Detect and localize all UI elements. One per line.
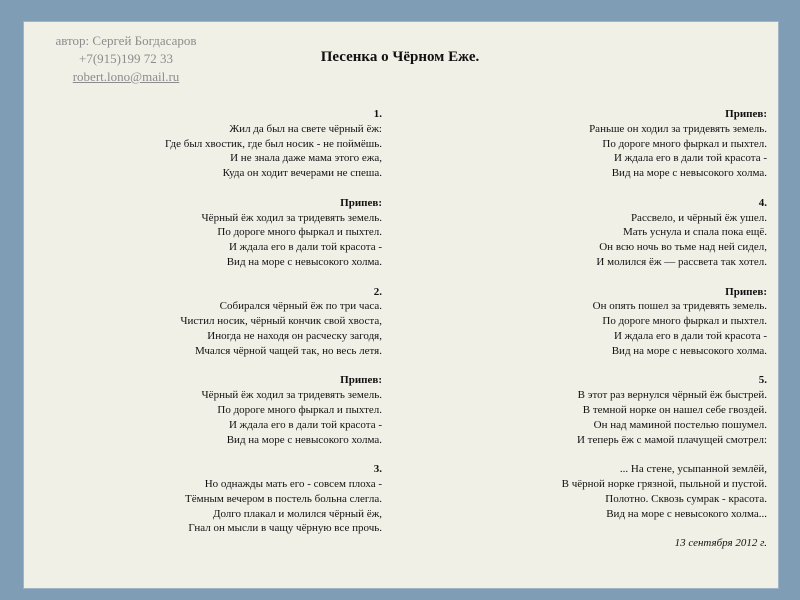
verse-line: Чёрный ёж ходил за тридевять земель.	[201, 211, 382, 224]
author-block	[46, 32, 206, 86]
stanza	[427, 462, 767, 521]
document-page	[24, 22, 778, 588]
verse-line: Он над маминой постелью пошумел.	[593, 418, 767, 431]
verse-line: Полотно. Сквозь сумрак - красота.	[605, 492, 767, 505]
stanza-heading: Припев:	[725, 108, 767, 120]
verse-line: Где был хвостик, где был носик - не поймёшь.	[164, 137, 382, 150]
verse-line: По дороге много фыркал и пыхтел.	[217, 403, 382, 416]
verse-line: И ждала его в дали той красота -	[613, 152, 767, 165]
author-email-link[interactable]: robert.lono@mail.ru	[72, 69, 180, 84]
verse-line: По дороге много фыркал и пыхтел.	[602, 315, 767, 328]
author-phone: +7(915)199 72 33	[79, 51, 173, 66]
verse-line: В темной норке он нашел себе гвоздей.	[582, 403, 767, 416]
stanza-heading: Припев:	[340, 196, 382, 209]
stanza	[427, 196, 767, 270]
left-column	[42, 107, 382, 551]
stanza	[427, 285, 767, 359]
verse-line: Но однажды мать его - совсем плоха -	[204, 477, 382, 490]
verse-line: Вид на море с невысокого холма.	[611, 344, 767, 357]
verse-line: Долго плакал и молился чёрный ёж,	[212, 507, 382, 520]
verse-line: Рассвело, и чёрный ёж ушел.	[630, 211, 767, 224]
verse-line: Вид на море с невысокого холма.	[226, 433, 382, 446]
verse-line: Он всю ночь во тьме над ней сидел,	[599, 241, 767, 254]
verse-line: ... На стене, усыпанной землёй,	[619, 463, 767, 476]
verse-line: По дороге много фыркал и пыхтел.	[602, 137, 767, 150]
stanza-heading: 5.	[758, 374, 767, 387]
verse-line: Мчался чёрной чащей так, но весь летя.	[195, 344, 382, 357]
verse-line: Мать уснула и спала пока ещё.	[622, 226, 767, 239]
verse-line: Чистил носик, чёрный кончик свой хвоста,	[180, 315, 382, 328]
stanza	[427, 107, 767, 181]
verse-line: И не знала даже мама этого ежа,	[230, 152, 382, 165]
verse-line: Раньше он ходил за тридевять земель.	[589, 122, 767, 135]
stanza	[42, 196, 382, 270]
verse-line: Гнал он мысли в чащу чёрную все прочь.	[188, 522, 382, 535]
verse-line: Собирался чёрный ёж по три часа.	[219, 300, 382, 313]
verse-line: В этот раз вернулся чёрный ёж быстрей.	[577, 389, 767, 402]
verse-line: Иногда не находя он расческу загодя,	[207, 329, 382, 342]
verse-line: И ждала его в дали той красота -	[613, 329, 767, 342]
verse-line: И молился ёж — рассвета так хотел.	[596, 255, 767, 268]
stanza-heading: 1.	[373, 108, 382, 120]
verse-line: Вид на море с невысокого холма.	[226, 255, 382, 268]
stanza-heading: Припев:	[340, 374, 382, 387]
stanza	[42, 285, 382, 359]
stanza	[427, 373, 767, 447]
verse-line: Вид на море с невысокого холма.	[611, 167, 767, 180]
date-signature: 13 сентября 2012 г.	[674, 537, 767, 550]
stanza	[42, 462, 382, 536]
verse-line: Чёрный ёж ходил за тридевять земель.	[201, 389, 382, 402]
verse-line: И ждала его в дали той красота -	[228, 241, 382, 254]
song-title: Песенка о Чёрном Еже.	[320, 49, 480, 65]
verse-line: В чёрной норке грязной, пыльной и пустой.	[561, 477, 767, 490]
verse-line: Вид на море с невысокого холма...	[606, 507, 767, 520]
stanza-heading: 3.	[373, 463, 382, 476]
stanza	[42, 373, 382, 447]
verse-line: И теперь ёж с мамой плачущей смотрел:	[576, 433, 767, 446]
stanza-heading: 4.	[758, 196, 767, 209]
verse-line: Жил да был на свете чёрный ёж:	[229, 122, 382, 135]
verse-line: И ждала его в дали той красота -	[228, 418, 382, 431]
stanza-heading: Припев:	[725, 285, 767, 298]
right-column	[427, 107, 767, 551]
verse-line: По дороге много фыркал и пыхтел.	[217, 226, 382, 239]
verse-line: Он опять пошел за тридевять земель.	[592, 300, 767, 313]
stanza-heading: 2.	[373, 285, 382, 298]
verse-line: Тёмным вечером в постель больна слегла.	[185, 492, 382, 505]
stanza	[42, 107, 382, 181]
verse-line: Куда он ходит вечерами не спеша.	[222, 167, 382, 180]
author-name: автор: Сергей Богдасаров	[55, 33, 197, 48]
